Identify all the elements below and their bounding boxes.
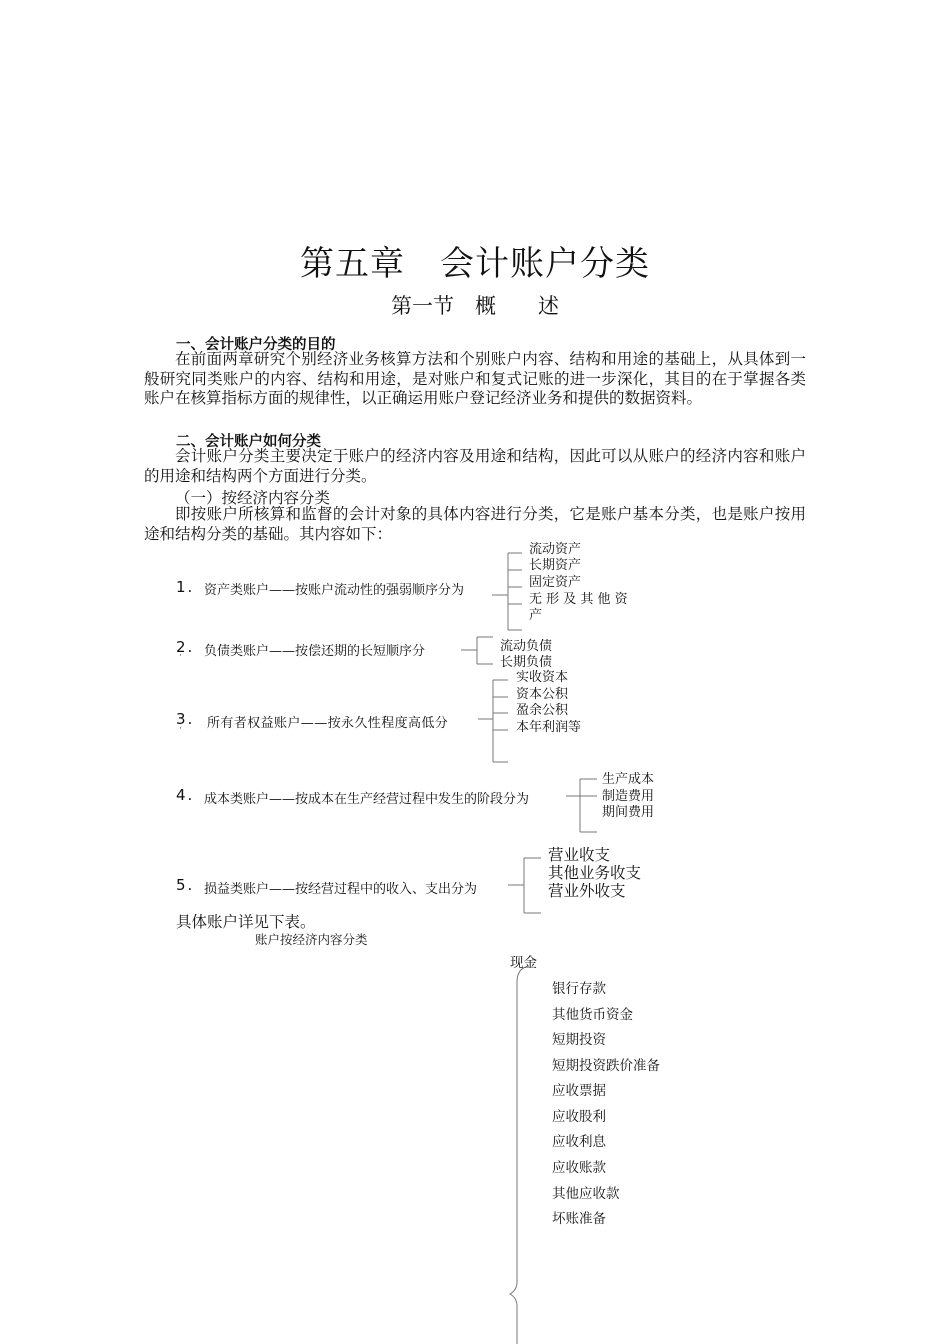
account-item: 应收票据	[552, 1083, 606, 1099]
heading-purpose: 一、会计账户分类的目的	[176, 337, 336, 353]
category-3-item: 本年利润等	[516, 720, 582, 735]
detail-note: 具体账户详见下表。	[176, 913, 316, 931]
bracket-4	[566, 779, 597, 832]
category-4-number: 4.	[176, 786, 195, 804]
category-4-item: 期间费用	[602, 805, 655, 820]
category-1-item: 无 形 及 其 他 资	[529, 592, 628, 607]
category-4-item: 生产成本	[602, 772, 655, 787]
table-title: 账户按经济内容分类	[255, 932, 368, 947]
bracket-3	[478, 680, 508, 762]
subheading-by-content: （一）按经济内容分类	[175, 489, 331, 507]
heading-how-to-classify: 二、会计账户如何分类	[176, 434, 321, 450]
bracket-5	[508, 858, 541, 913]
account-item: 应收股利	[552, 1109, 606, 1125]
category-5-number: 5.	[176, 876, 195, 894]
category-1-item: 固定资产	[529, 575, 582, 590]
category-5-text: 损益类账户——按经营过程中的收入、支出分为	[204, 882, 478, 897]
account-item: 短期投资	[552, 1032, 606, 1048]
account-item: 其他货币资金	[552, 1007, 633, 1023]
account-item: 应收账款	[552, 1160, 606, 1176]
category-3-item: 实收资本	[516, 670, 569, 685]
account-item: 银行存款	[552, 981, 606, 997]
category-2-text: 负债类账户——按偿还期的长短顺序分	[204, 644, 426, 659]
category-5-item: 营业收支	[548, 846, 611, 864]
paragraph-purpose: 在前面两章研究个别经济业务核算方法和个别账户内容、结构和用途的基础上，从具体到一般研究同类账户的内容、结构和用途，是对账户和复式记账的进一步深化，其目的在于掌握各类账户在核算指标方面的规律性，以正确运用账户登记经济业务和提供的数据资料。	[144, 350, 806, 407]
category-3-mark: ˙	[178, 727, 183, 738]
section-title: 第一节 概 述	[391, 294, 559, 318]
category-2-mark: ˙	[178, 654, 183, 665]
category-4-item: 制造费用	[602, 789, 655, 804]
category-3-text: 所有者权益账户——按永久性程度高低分	[207, 716, 449, 731]
category-5-item: 其他业务收支	[548, 864, 642, 882]
bracket-2	[461, 637, 493, 664]
account-item: 短期投资跌价准备	[552, 1058, 660, 1074]
category-2-item: 流动负债	[500, 639, 553, 654]
category-1-item: 长期资产	[529, 558, 582, 573]
category-4-text: 成本类账户——按成本在生产经营过程中发生的阶段分为	[204, 792, 530, 807]
category-1-text: 资产类账户——按账户流动性的强弱顺序分为	[204, 583, 465, 598]
category-2-number: 2.	[176, 638, 195, 656]
paragraph-by-content: 即按账户所核算和监督的会计对象的具体内容进行分类，它是账户基本分类，也是账户按用途和结构分类的基础。其内容如下：	[144, 505, 806, 543]
category-3-item: 资本公积	[516, 687, 569, 702]
category-3-number: 3.	[176, 710, 195, 728]
account-head: 现金	[510, 955, 537, 971]
chapter-title: 第五章 会计账户分类	[300, 244, 650, 284]
account-brace	[510, 966, 529, 1344]
bracket-1	[492, 553, 522, 630]
category-1-number: 1.	[176, 578, 195, 596]
account-item: 应收利息	[552, 1134, 606, 1150]
category-1-item: 流动资产	[529, 542, 582, 557]
category-3-item: 盈余公积	[516, 703, 569, 718]
category-5-item: 营业外收支	[548, 882, 626, 900]
category-2-item: 长期负债	[500, 655, 553, 670]
paragraph-how-to-classify: 会计账户分类主要决定于账户的经济内容及用途和结构，因此可以从账户的经济内容和账户的用途和结构两个方面进行分类。	[144, 447, 806, 485]
account-item: 其他应收款	[552, 1186, 620, 1202]
category-1-item: 产	[529, 608, 543, 623]
account-item: 坏账准备	[552, 1211, 606, 1227]
